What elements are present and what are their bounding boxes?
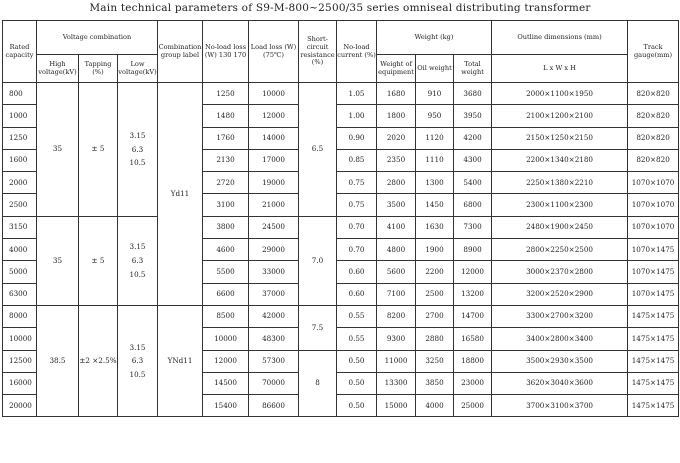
dimensions-cell: 2250×1380×2210 — [492, 172, 628, 194]
load-loss-cell: 42000 — [249, 305, 299, 327]
capacity-cell: 2500 — [3, 194, 37, 216]
total-weight-cell: 3680 — [454, 83, 492, 105]
tapping-cell: ±2 ×2.5% — [79, 305, 118, 416]
track-gauge-cell: 1475×1475 — [628, 305, 679, 327]
total-weight-cell: 12000 — [454, 261, 492, 283]
low-voltage-value: 6.3 — [131, 256, 144, 266]
header-load-loss: Load loss (W) (75℃) — [249, 21, 299, 83]
load-loss-cell: 57300 — [249, 350, 299, 372]
header-total-weight: Total weight — [454, 55, 492, 83]
header-track-gauge: Track gauge(mm) — [628, 21, 679, 83]
load-loss-cell: 14000 — [249, 127, 299, 149]
group-label-cell: Yd11 — [158, 83, 203, 306]
total-weight-cell: 16580 — [454, 328, 492, 350]
low-voltage-value: 10.5 — [129, 269, 146, 279]
no-load-loss-cell: 4600 — [203, 239, 249, 261]
low-voltage-cell — [118, 305, 158, 416]
capacity-cell: 1600 — [3, 149, 37, 171]
low-voltage-cell — [118, 216, 158, 305]
oil-weight-cell: 2700 — [416, 305, 454, 327]
total-weight-cell: 4200 — [454, 127, 492, 149]
no-load-current-cell: 0.75 — [337, 172, 377, 194]
total-weight-cell: 4300 — [454, 149, 492, 171]
header-no-load-current: No-load current (%) — [337, 21, 377, 83]
load-loss-cell: 48300 — [249, 328, 299, 350]
dimensions-cell: 3200×2520×2900 — [492, 283, 628, 305]
capacity-cell: 3150 — [3, 216, 37, 238]
no-load-loss-cell: 14500 — [203, 372, 249, 394]
track-gauge-cell: 820×820 — [628, 149, 679, 171]
oil-weight-cell: 3850 — [416, 372, 454, 394]
no-load-loss-cell: 2720 — [203, 172, 249, 194]
capacity-cell: 20000 — [3, 395, 37, 417]
no-load-loss-cell: 2130 — [203, 149, 249, 171]
header-oil-weight: Oil weight — [416, 55, 454, 83]
track-gauge-cell: 1475×1475 — [628, 350, 679, 372]
total-weight-cell: 18800 — [454, 350, 492, 372]
low-voltage-value: 3.15 — [129, 130, 146, 140]
no-load-current-cell: 0.85 — [337, 149, 377, 171]
table-row — [3, 305, 679, 327]
total-weight-cell: 14700 — [454, 305, 492, 327]
track-gauge-cell: 1070×1070 — [628, 194, 679, 216]
no-load-loss-cell: 8500 — [203, 305, 249, 327]
table-row — [3, 216, 679, 238]
high-voltage-cell: 38.5 — [37, 305, 79, 416]
total-weight-cell: 5400 — [454, 172, 492, 194]
header-weight-equipment: Weight of equipment — [377, 55, 416, 83]
short-circuit-cell: 8 — [299, 350, 337, 417]
dimensions-cell: 2200×1340×2180 — [492, 149, 628, 171]
no-load-loss-cell: 1760 — [203, 127, 249, 149]
short-circuit-cell: 7.5 — [299, 305, 337, 350]
equipment-weight-cell: 8200 — [377, 305, 416, 327]
header-rated-capacity: Rated capacity — [3, 21, 37, 83]
oil-weight-cell: 4000 — [416, 395, 454, 417]
dimensions-cell: 2150×1250×2150 — [492, 127, 628, 149]
load-loss-cell: 29000 — [249, 239, 299, 261]
track-gauge-cell: 1070×1475 — [628, 239, 679, 261]
oil-weight-cell: 910 — [416, 83, 454, 105]
track-gauge-cell: 1070×1070 — [628, 216, 679, 238]
capacity-cell: 8000 — [3, 305, 37, 327]
group-label-cell: YNd11 — [158, 305, 203, 416]
oil-weight-cell: 1300 — [416, 172, 454, 194]
equipment-weight-cell: 11000 — [377, 350, 416, 372]
total-weight-cell: 7300 — [454, 216, 492, 238]
header-short-circuit: Short-circuit resistance (%) — [299, 21, 337, 83]
capacity-cell: 12500 — [3, 350, 37, 372]
equipment-weight-cell: 1680 — [377, 83, 416, 105]
no-load-loss-cell: 12000 — [203, 350, 249, 372]
capacity-cell: 5000 — [3, 261, 37, 283]
low-voltage-value: 10.5 — [129, 158, 146, 168]
tapping-cell: ± 5 — [79, 216, 118, 305]
low-voltage-value: 3.15 — [129, 242, 146, 252]
oil-weight-cell: 1110 — [416, 149, 454, 171]
equipment-weight-cell: 1800 — [377, 105, 416, 127]
capacity-cell: 10000 — [3, 328, 37, 350]
high-voltage-cell: 35 — [37, 216, 79, 305]
track-gauge-cell: 1070×1475 — [628, 261, 679, 283]
low-voltage-value: 6.3 — [131, 356, 144, 366]
dimensions-cell: 3300×2700×3200 — [492, 305, 628, 327]
capacity-cell: 4000 — [3, 239, 37, 261]
header-low-voltage: Low voltage(kV) — [118, 55, 158, 83]
low-voltage-value: 3.15 — [129, 342, 146, 352]
tapping-cell: ± 5 — [79, 83, 118, 217]
dimensions-cell: 2000×1100×1950 — [492, 83, 628, 105]
header-combination-group-label: Combination group label — [158, 21, 203, 83]
dimensions-cell: 2800×2250×2500 — [492, 239, 628, 261]
dimensions-cell: 3400×2800×3400 — [492, 328, 628, 350]
track-gauge-cell: 1475×1475 — [628, 328, 679, 350]
table-body — [3, 83, 679, 417]
no-load-current-cell: 0.55 — [337, 305, 377, 327]
no-load-loss-cell: 3100 — [203, 194, 249, 216]
header-weight: Weight (kg) — [377, 21, 492, 55]
load-loss-cell: 24500 — [249, 216, 299, 238]
equipment-weight-cell: 4800 — [377, 239, 416, 261]
oil-weight-cell: 1450 — [416, 194, 454, 216]
dimensions-cell: 3700×3100×3700 — [492, 395, 628, 417]
header-tapping: Tapping (%) — [79, 55, 118, 83]
no-load-current-cell: 1.05 — [337, 83, 377, 105]
capacity-cell: 6300 — [3, 283, 37, 305]
no-load-current-cell: 0.75 — [337, 194, 377, 216]
no-load-current-cell: 0.50 — [337, 372, 377, 394]
low-voltage-value: 6.3 — [131, 144, 144, 154]
equipment-weight-cell: 4100 — [377, 216, 416, 238]
dimensions-cell: 2480×1900×2450 — [492, 216, 628, 238]
load-loss-cell: 37000 — [249, 283, 299, 305]
load-loss-cell: 86600 — [249, 395, 299, 417]
total-weight-cell: 6800 — [454, 194, 492, 216]
total-weight-cell: 3950 — [454, 105, 492, 127]
header-no-load-loss: No-load loss (W) 130 170 — [203, 21, 249, 83]
equipment-weight-cell: 2020 — [377, 127, 416, 149]
equipment-weight-cell: 9300 — [377, 328, 416, 350]
oil-weight-cell: 3250 — [416, 350, 454, 372]
load-loss-cell: 33000 — [249, 261, 299, 283]
header-outline: Outline dimensions (mm) — [492, 21, 628, 55]
track-gauge-cell: 1070×1070 — [628, 172, 679, 194]
oil-weight-cell: 1900 — [416, 239, 454, 261]
capacity-cell: 16000 — [3, 372, 37, 394]
low-voltage-cell — [118, 83, 158, 217]
no-load-current-cell: 0.70 — [337, 216, 377, 238]
total-weight-cell: 8900 — [454, 239, 492, 261]
high-voltage-cell: 35 — [37, 83, 79, 217]
total-weight-cell: 25000 — [454, 395, 492, 417]
table-row — [3, 83, 679, 105]
capacity-cell: 1000 — [3, 105, 37, 127]
no-load-loss-cell: 1480 — [203, 105, 249, 127]
dimensions-cell: 3500×2930×3500 — [492, 350, 628, 372]
equipment-weight-cell: 15000 — [377, 395, 416, 417]
no-load-current-cell: 0.60 — [337, 283, 377, 305]
equipment-weight-cell: 13300 — [377, 372, 416, 394]
no-load-current-cell: 0.60 — [337, 261, 377, 283]
load-loss-cell: 10000 — [249, 83, 299, 105]
oil-weight-cell: 1630 — [416, 216, 454, 238]
short-circuit-cell: 7.0 — [299, 216, 337, 305]
oil-weight-cell: 2880 — [416, 328, 454, 350]
low-voltage-value: 10.5 — [129, 370, 146, 380]
short-circuit-cell: 6.5 — [299, 83, 337, 217]
no-load-loss-cell: 6600 — [203, 283, 249, 305]
no-load-current-cell: 0.70 — [337, 239, 377, 261]
oil-weight-cell: 1120 — [416, 127, 454, 149]
capacity-cell: 2000 — [3, 172, 37, 194]
track-gauge-cell: 1475×1475 — [628, 395, 679, 417]
dimensions-cell: 2300×1100×2300 — [492, 194, 628, 216]
total-weight-cell: 13200 — [454, 283, 492, 305]
oil-weight-cell: 2200 — [416, 261, 454, 283]
no-load-current-cell: 0.50 — [337, 350, 377, 372]
header-voltage-combination: Voltage combination — [37, 21, 158, 55]
no-load-loss-cell: 5500 — [203, 261, 249, 283]
header-high-voltage: High voltage(kV) — [37, 55, 79, 83]
oil-weight-cell: 950 — [416, 105, 454, 127]
header-outline-sub: L x W x H — [492, 55, 628, 83]
dimensions-cell: 3620×3040×3600 — [492, 372, 628, 394]
no-load-current-cell: 0.90 — [337, 127, 377, 149]
load-loss-cell: 21000 — [249, 194, 299, 216]
no-load-current-cell: 1.00 — [337, 105, 377, 127]
no-load-loss-cell: 10000 — [203, 328, 249, 350]
track-gauge-cell: 820×820 — [628, 127, 679, 149]
dimensions-cell: 2100×1200×2100 — [492, 105, 628, 127]
dimensions-cell: 3000×2370×2800 — [492, 261, 628, 283]
no-load-loss-cell: 3800 — [203, 216, 249, 238]
table-title: Main technical parameters of S9-M-800~2500/35 series omniseal distributing transformer — [89, 2, 591, 14]
equipment-weight-cell: 2800 — [377, 172, 416, 194]
equipment-weight-cell: 3500 — [377, 194, 416, 216]
total-weight-cell: 23000 — [454, 372, 492, 394]
no-load-loss-cell: 15400 — [203, 395, 249, 417]
table-header — [3, 21, 679, 83]
capacity-cell: 800 — [3, 83, 37, 105]
equipment-weight-cell: 5600 — [377, 261, 416, 283]
oil-weight-cell: 2500 — [416, 283, 454, 305]
track-gauge-cell: 1070×1475 — [628, 283, 679, 305]
no-load-current-cell: 0.55 — [337, 328, 377, 350]
no-load-loss-cell: 1250 — [203, 83, 249, 105]
capacity-cell: 1250 — [3, 127, 37, 149]
load-loss-cell: 12000 — [249, 105, 299, 127]
equipment-weight-cell: 7100 — [377, 283, 416, 305]
track-gauge-cell: 820×820 — [628, 105, 679, 127]
track-gauge-cell: 1475×1475 — [628, 372, 679, 394]
parameters-table — [2, 20, 679, 417]
load-loss-cell: 19000 — [249, 172, 299, 194]
track-gauge-cell: 820×820 — [628, 83, 679, 105]
load-loss-cell: 17000 — [249, 149, 299, 171]
load-loss-cell: 70000 — [249, 372, 299, 394]
equipment-weight-cell: 2350 — [377, 149, 416, 171]
no-load-current-cell: 0.50 — [337, 395, 377, 417]
